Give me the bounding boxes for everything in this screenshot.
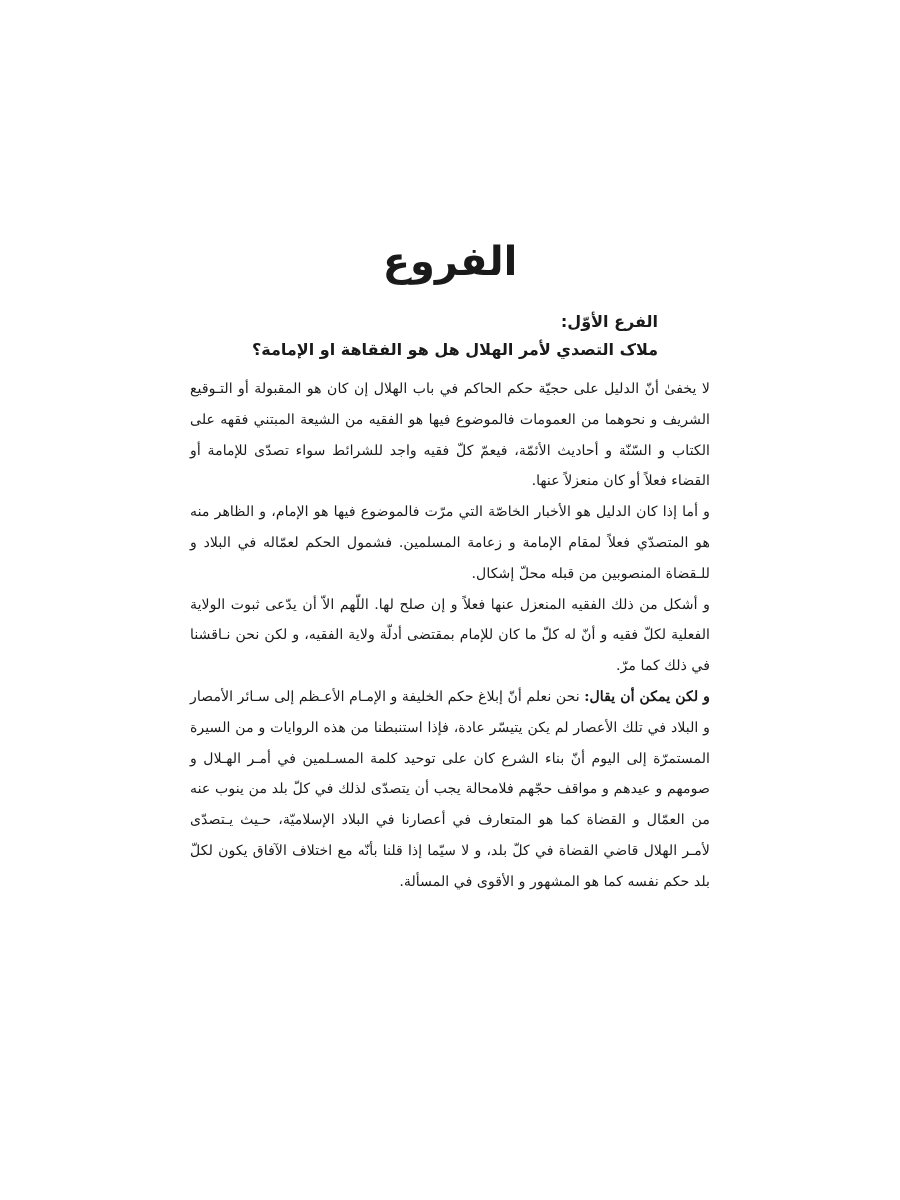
paragraph-text: و أما إذا كان الدليل هو الأخبار الخاصّة التي مرّت فالموضوع فيها هو الإمام، و الظاهر منه هو المتصدّي فعلاً لمقام الإمامة و زعامة المسلمين. فشمول الحكم لعمّاله في البلاد و للـقضاة المنصوبين من قبله محلّ إشكال. <box>190 504 710 582</box>
branch-question: ملاک التصدي لأمر الهلال هل هو الفقاهة او الإمامة؟ <box>251 340 658 359</box>
paragraph-text: نحن نعلم أنّ إبلاغ حكم الخليفة و الإمـام الأعـظم إلى سـائر الأمصار و البلاد في تلك الأعصار لم يكن يتيسّر عادة، فإذا استنبطنا من هذه الروايات و من السيرة المستمرّة إلى اليوم أنّ بناء الشرع كان على توحيد كلمة المسـلمين في أمـر الهـلال و صومهم و عيدهم و مواقف حجّهم فلامحالة يجب أن يتصدّى لذلك في كلّ بلد من ينوب عنه من العمّال و القضاة كما هو المتعارف في أعصارنا في البلاد الإسلاميّة، حـيث يـتصدّى لأمـر الهلال قاضي القضاة في كلّ بلد، و لا سيّما إذا قلنا بأنّه مع اختلاف الآفاق يكون لكلّ بلد حكم نفسه كما هو المشهور و الأقوى في المسألة. <box>190 688 710 890</box>
branch-label: الفرع الأوّل: <box>560 312 658 331</box>
paragraph-text: و أشكل من ذلك الفقيه المنعزل عنها فعلاً و إن صلح لها. اللّهم الاّ أن يدّعى ثبوت الولاية الفعلية لكلّ فقيه و أنّ له كلّ ما كان للإمام بمقتضى أدلّة ولاية الفقيه، و لكن نحن نـاقشنا في ذلك كما مرّ. <box>190 596 710 675</box>
paragraph <box>190 374 710 497</box>
body-text <box>190 374 710 898</box>
paragraph <box>190 682 710 898</box>
paragraph <box>190 497 710 589</box>
section-headings <box>250 308 658 364</box>
paragraph-lead: و لكن يمكن أن يقال: <box>584 688 710 705</box>
paragraph <box>190 590 710 682</box>
chapter-title: الفروع <box>382 239 518 285</box>
paragraph-text: لا يخفیٰ أنّ الدليل على حجيّة حكم الحاكم في باب الهلال إن كان هو المقبولة أو التـوقيع الشريف و نحوهما من العمومات فالموضوع فيها هو الفقيه من الشيعة المبتني فقهه على الكتاب و السّنّة و أحاديث الأئمّة، فيعمّ كلّ فقيه واجد للشرائط سواء تصدّى للإمامة أو القضاء فعلاً أو كان منعزلاً عنها. <box>190 381 710 490</box>
